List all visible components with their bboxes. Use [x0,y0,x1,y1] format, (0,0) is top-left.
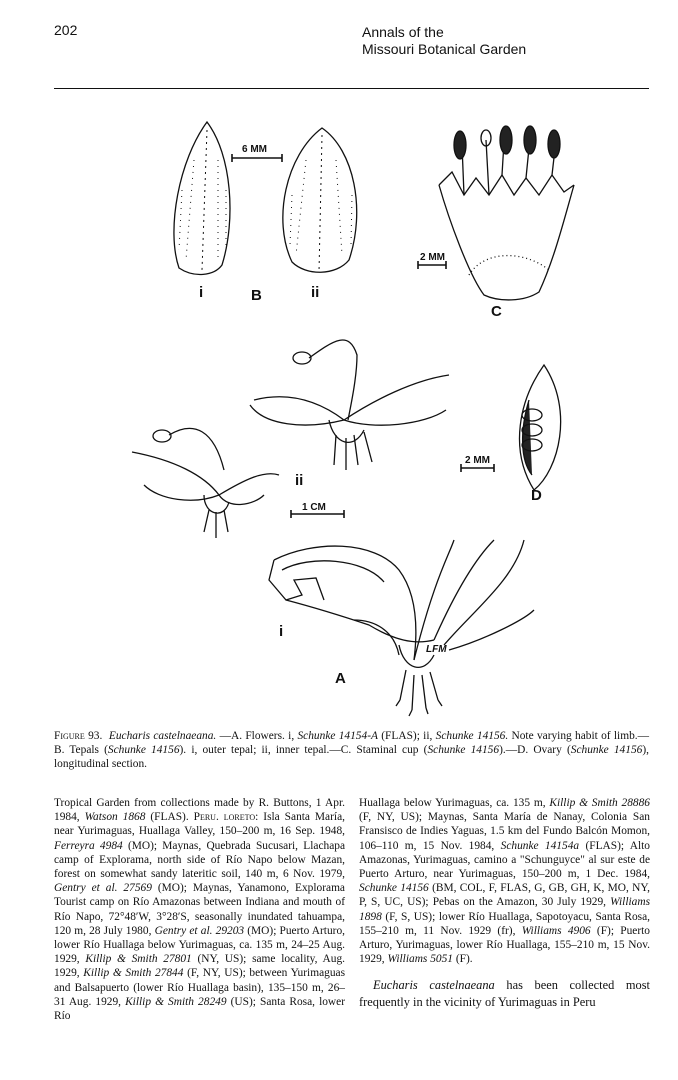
scale-label-b: 6 MM [242,144,267,155]
collector-number: Schunke 14156 [359,882,429,895]
caption-text: Note varying habit of limb.—B. Tepals ( [54,730,650,756]
country-name: Peru. [193,811,219,824]
body-text: : Isla Santa María, near Yurimaguas, Huallaga Valley, 150–200 m, 16 Sep. 1948, [54,811,345,838]
caption-specimen: Schunke 14156 [427,744,500,756]
label-b-ii: ii [311,284,320,301]
collector-number: Watson 1868 [84,811,146,824]
collector-number: Gentry et al. 27569 [54,882,152,895]
label-b: B [251,287,262,304]
collector-number: Ferreyra 4984 [54,839,123,852]
species-name: Eucharis castelnaeana [373,978,495,993]
collector-number: Gentry et al. 29203 [154,924,245,937]
collector-number: Killip & Smith 28886 [549,797,651,809]
caption-figure-label: Figure 93. [54,730,103,742]
journal-title-line1: Annals of the [362,24,444,40]
specimen-list-left [54,796,345,1023]
journal-title [362,24,526,58]
caption-specimen: Schunke 14156 [107,744,180,756]
body-column-right [359,796,650,1011]
label-a-ii: ii [295,472,304,489]
body-text: (F, S, US); lower Río Huallaga, Sapotoyacu, Santa Rosa, 155–210 m, 11 Nov. 1929 (fr), [359,910,650,937]
journal-title-line2: Missouri Botanical Garden [362,41,527,57]
figure-caption [54,729,649,771]
scale-label-a: 1 CM [302,502,326,513]
label-a-i: i [279,623,284,640]
label-a: A [335,670,346,687]
collector-number: Williams 4906 [521,924,591,937]
header-rule [54,88,649,89]
body-text: (F, NY, US); between Yurimaguas and Balsapuerto (lower Río Huallaga basin), 135–150 m, 26–31 Aug. 1929, [54,967,346,1008]
body-text: Huallaga below Yurimaguas, ca. 135 m, [359,797,550,809]
caption-text: —A. Flowers. i, [216,730,298,742]
flower-i-drawing [269,540,534,716]
caption-text: (FLAS); ii, [377,730,436,742]
caption-text: ). i, outer tepal; ii, inner tepal.—C. Staminal cup ( [179,744,428,756]
tepal-outer-drawing [174,122,230,274]
body-text: (NY, US); same locality, Aug. 1929, [54,953,346,980]
caption-text: ), longitudinal section. [54,744,649,770]
body-text: (MO); Maynas, Quebrada Sucusari, Llachapa camp of Explorama, north side of Río Napo below Mazan, forest on somewhat sandy lateritic soil, 140 m, 6 Nov. 1979, [54,839,345,881]
body-text: (US); Santa Rosa, lower Río [54,995,345,1023]
label-d: D [531,487,542,504]
body-text: has been collected most frequently in the vicinity of Yurimaguas in Peru [359,978,650,1010]
caption-specimen: Schunke 14156 [570,744,643,756]
scale-bar-b [232,154,282,162]
flower-ii-drawing [132,340,449,538]
body-text: Tropical Garden from collections made by R. Buttons, 1 Apr. 1984, [54,797,345,824]
scale-label-c: 2 MM [420,252,445,263]
body-text: (F, NY, US); Maynas, Santa María de Nanay, Colonia San Fransisco de Indies Yaguas, 1.5 km del Fundo Balcón Momon, 106–110 m, 15 Nov. 1984, [359,811,650,852]
artist-initials: LFM [426,644,447,655]
caption-specimen: Schunke 14156. [435,730,509,742]
staminal-cup-drawing [439,126,574,300]
collector-number: Williams 1898 [359,896,650,923]
ovary-section-drawing [520,365,561,490]
caption-specimen: Schunke 14154-A [297,730,378,742]
collector-number: Schunke 14154a [500,839,580,852]
caption-species: Eucharis castelnaeana. [108,730,217,742]
region-name: loreto [223,811,256,824]
body-text: (F); Puerto Arturo, Yurimaguas, lower Río Huallaga, 155–210 m, 15 Nov. 1929, [359,924,650,966]
caption-text: ).—D. Ovary ( [499,744,571,756]
scale-label-d: 2 MM [465,455,490,466]
collector-number: Killip & Smith 28249 [125,995,227,1008]
body-text: (MO); Puerto Arturo, lower Río Huallaga below Yurimaguas, ca. 135 m, 24–25 Aug. 1929, [54,924,346,966]
body-column-left [54,796,345,1023]
collector-number: Williams 5051 [387,953,453,966]
body-text: (FLAS). [145,811,194,824]
botanical-figure [54,100,649,720]
collector-number: Killip & Smith 27844 [83,967,184,980]
label-b-i: i [199,284,204,301]
tepal-inner-drawing [283,128,357,272]
specimen-list-right [359,796,650,966]
collector-number: Killip & Smith 27801 [85,953,192,966]
discussion-paragraph [359,977,650,1011]
page-number: 202 [54,22,78,38]
body-text: (BM, COL, F, FLAS, G, GB, GH, K, MO, NY, P, S, UC, US); Pebas on the Amazon, 30 July 1929, [359,882,651,909]
label-c: C [491,303,502,320]
body-text: (F). [453,953,473,966]
body-text: (MO); Maynas, Yanamono, Explorama Tourist camp on Río Amazonas between Indiana and mouth of Río Napo, 72°48′W, 3°28′S, seasonally inundated tahuampa, 120 m, 28 July 1980, [54,882,345,937]
body-text: (FLAS); Alto Amazonas, Yurimaguas, camino a "Schunguyce" al sur este de Puerto Arturo, near Yurimaguas, 150–200 m, 1 Dec. 1984, [359,839,651,881]
